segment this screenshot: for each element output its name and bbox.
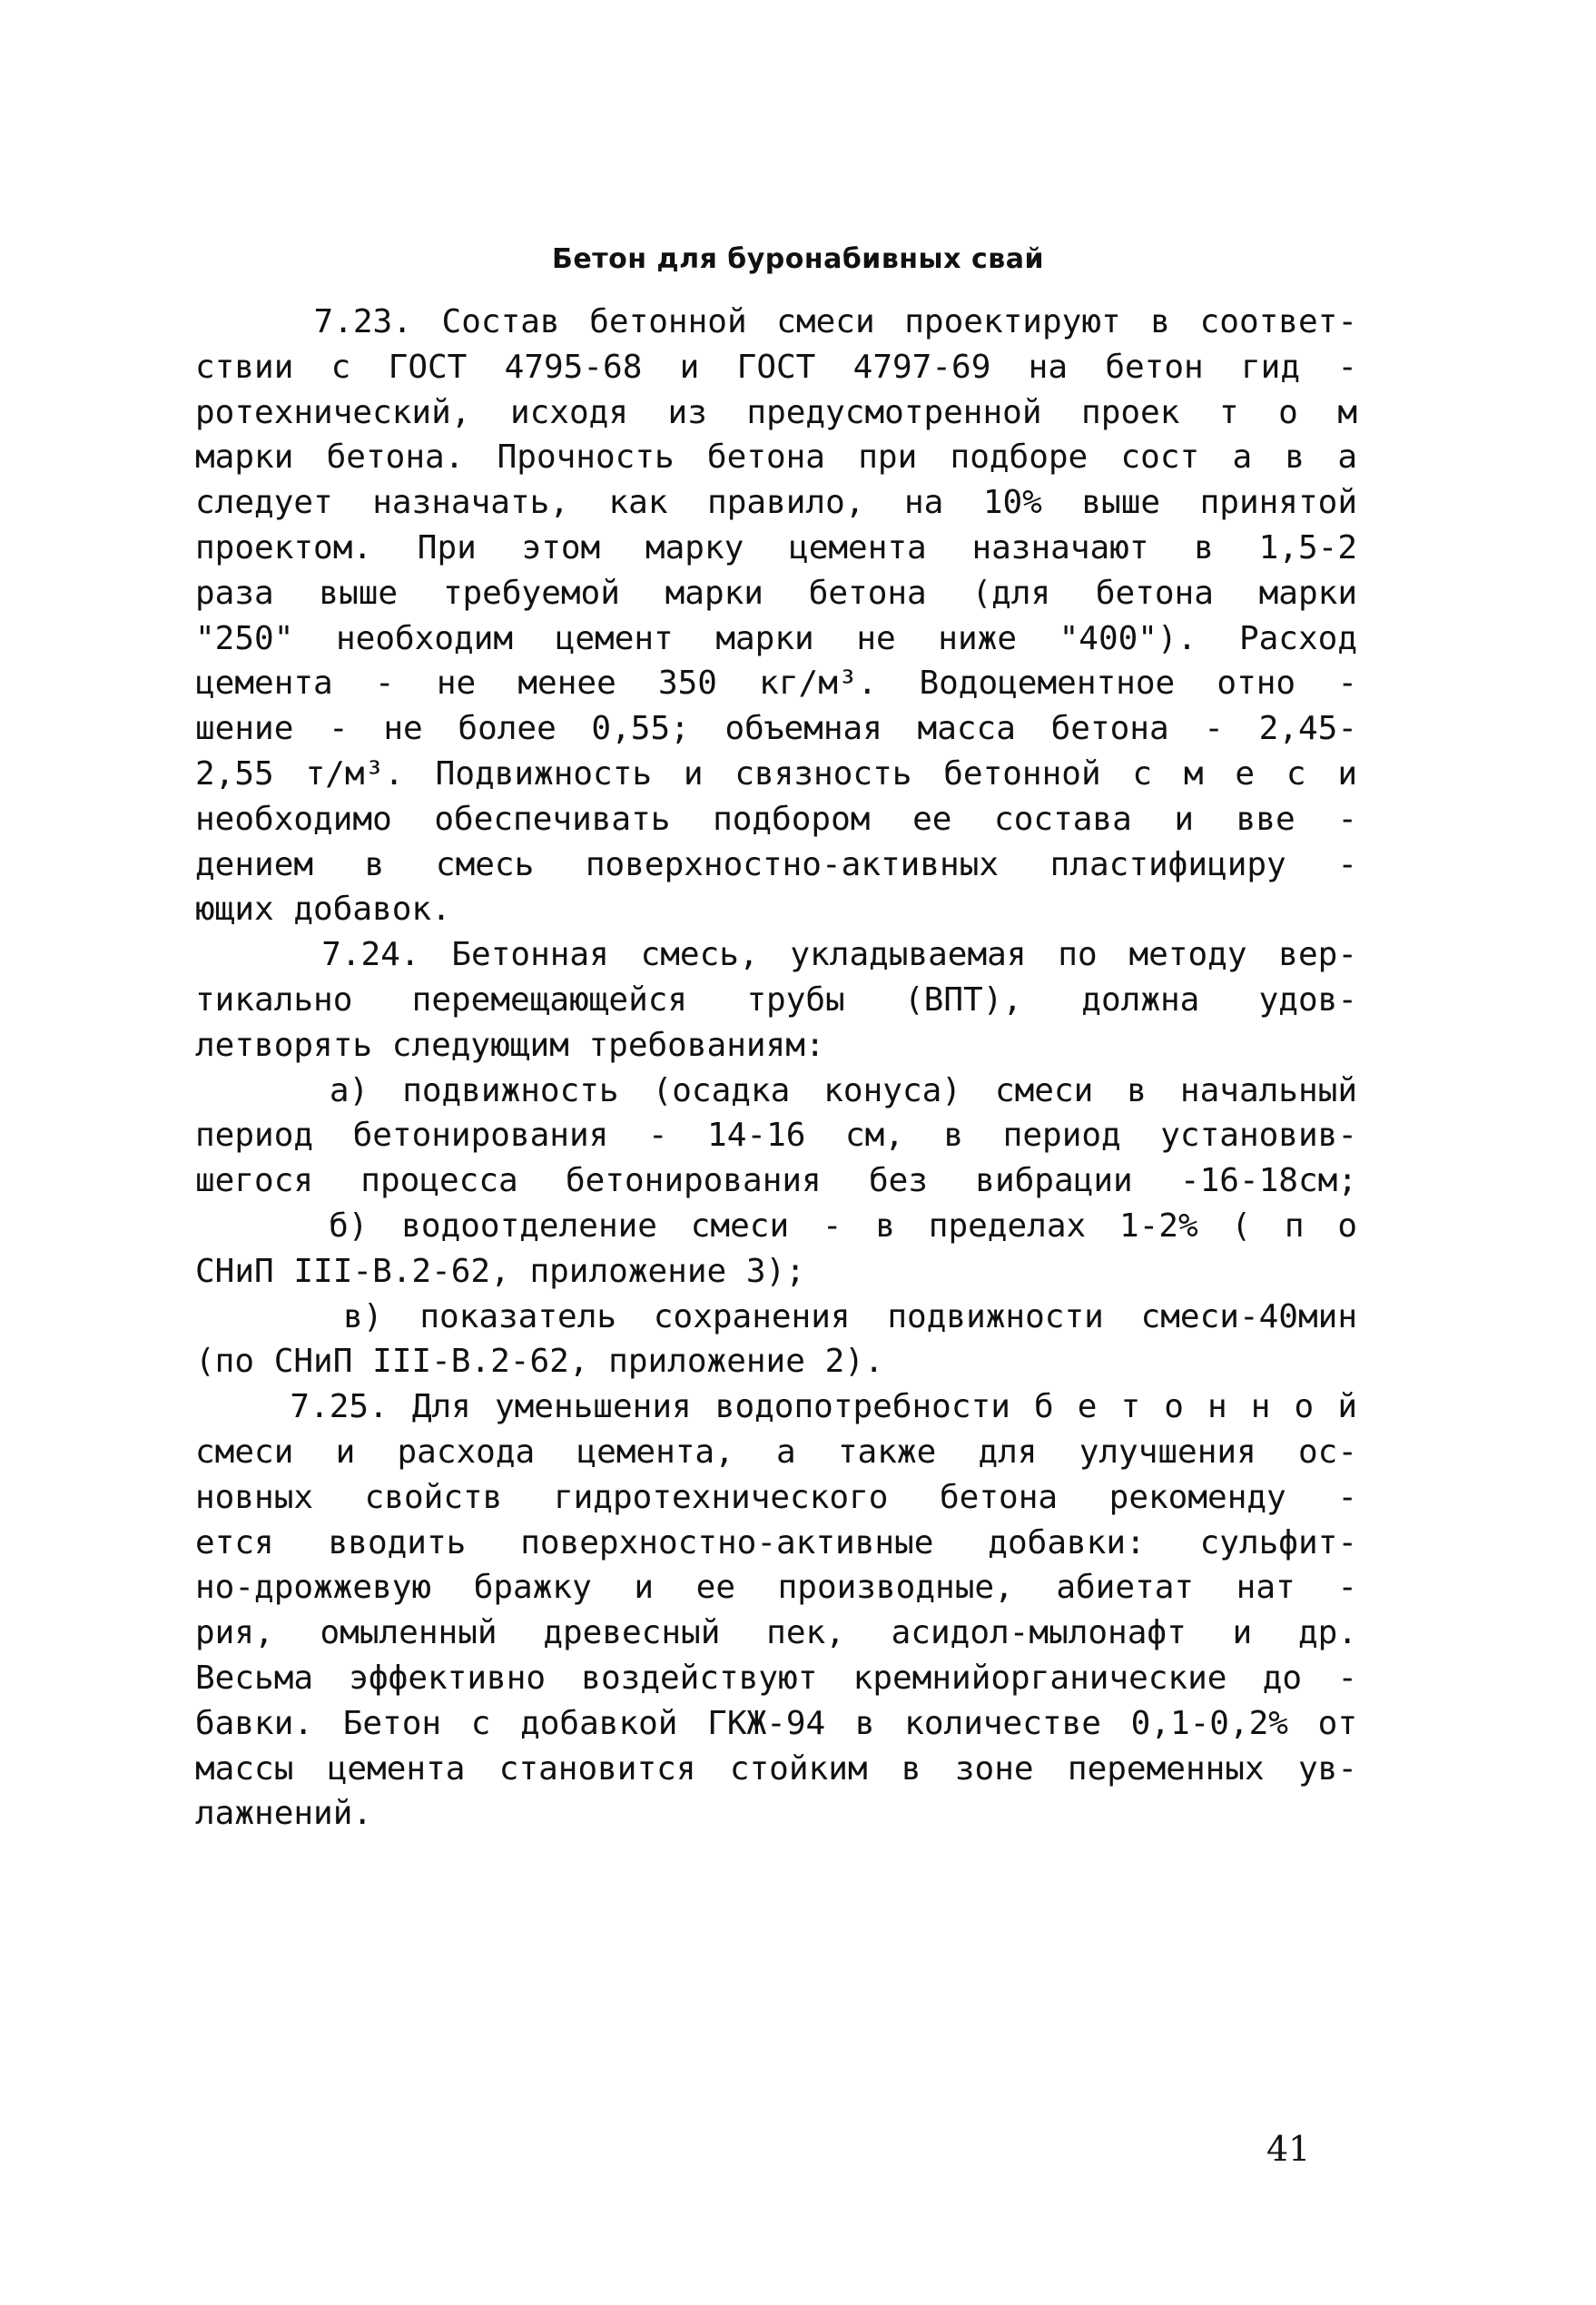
text-line: 2,55 т/м³. Подвижность и связность бетонной с м е с и [195, 754, 1357, 793]
text-line: но-дрожжевую бражку и ее производные, абиетат нат - [195, 1569, 1357, 1607]
text-line: период бетонирования - 14-16 см, в период установив- [195, 1117, 1357, 1155]
text-line: "250" необходим цемент марки не ниже "400"). Расход [195, 619, 1357, 657]
text-line: 7.23. Состав бетонной смеси проектируют в соответ- [195, 303, 1357, 340]
text-line: а) подвижность (осадка конуса) смеси в начальный [195, 1071, 1357, 1109]
text-line: ющих добавок. [195, 891, 451, 929]
text-line: летворять следующим требованиям: [195, 1026, 825, 1064]
text-line: СНиП III-В.2-62, приложение 3); [195, 1252, 805, 1290]
page-number: 41 [1266, 2129, 1311, 2169]
text-line: 7.24. Бетонная смесь, укладываемая по методу вер- [195, 936, 1357, 974]
text-line: ротехнический, исходя из предусмотренной проек т о м [195, 393, 1357, 431]
body-text [195, 300, 1357, 1837]
text-line: шение - не более 0,55; объемная масса бетона - 2,45- [195, 710, 1357, 748]
text-line: новных свойств гидротехнического бетона рекоменду - [195, 1478, 1357, 1516]
text-line: в) показатель сохранения подвижности смеси-40мин [195, 1297, 1357, 1335]
text-line: следует назначать, как правило, на 10% выше принятой [195, 484, 1357, 522]
text-line: лажнений. [195, 1795, 373, 1833]
text-line: массы цемента становится стойким в зоне переменных ув- [195, 1749, 1357, 1788]
text-line: тикально перемещающейся трубы (ВПТ), должна удов- [195, 980, 1357, 1019]
text-line: дением в смесь поверхностно-активных пластифициру - [195, 845, 1357, 883]
text-line: (по СНиП III-В.2-62, приложение 2). [195, 1343, 884, 1381]
text-line: марки бетона. Прочность бетона при подборе сост а в а [195, 438, 1357, 477]
text-line: смеси и расхода цемента, а также для улучшения ос- [195, 1433, 1357, 1471]
text-line: ствии с ГОСТ 4795-68 и ГОСТ 4797-69 на бетон гид - [195, 348, 1357, 386]
text-line: раза выше требуемой марки бетона (для бетона марки [195, 574, 1357, 612]
text-line: шегося процесса бетонирования без вибрации -16-18см; [195, 1162, 1357, 1200]
section-heading: Бетон для буронабивных свай [552, 243, 1044, 275]
text-line: б) водоотделение смеси - в пределах 1-2% ( п о [195, 1207, 1357, 1245]
text-line: 7.25. Для уменьшения водопотребности б е т о н н о й [195, 1388, 1357, 1426]
text-line: рия, омыленный древесный пек, асидол-мылонафт и др. [195, 1614, 1357, 1652]
text-line: ется вводить поверхностно-активные добавки: сульфит- [195, 1523, 1357, 1561]
text-line: необходимо обеспечивать подбором ее состава и вве - [195, 800, 1357, 838]
text-line: Весьма эффективно воздействуют кремнийорганические до - [195, 1659, 1357, 1697]
text-line: бавки. Бетон с добавкой ГКЖ-94 в количестве 0,1-0,2% от [195, 1704, 1357, 1742]
text-line: проектом. При этом марку цемента назначают в 1,5-2 [195, 528, 1357, 566]
text-line: цемента - не менее 350 кг/м³. Водоцементное отно - [195, 665, 1357, 703]
